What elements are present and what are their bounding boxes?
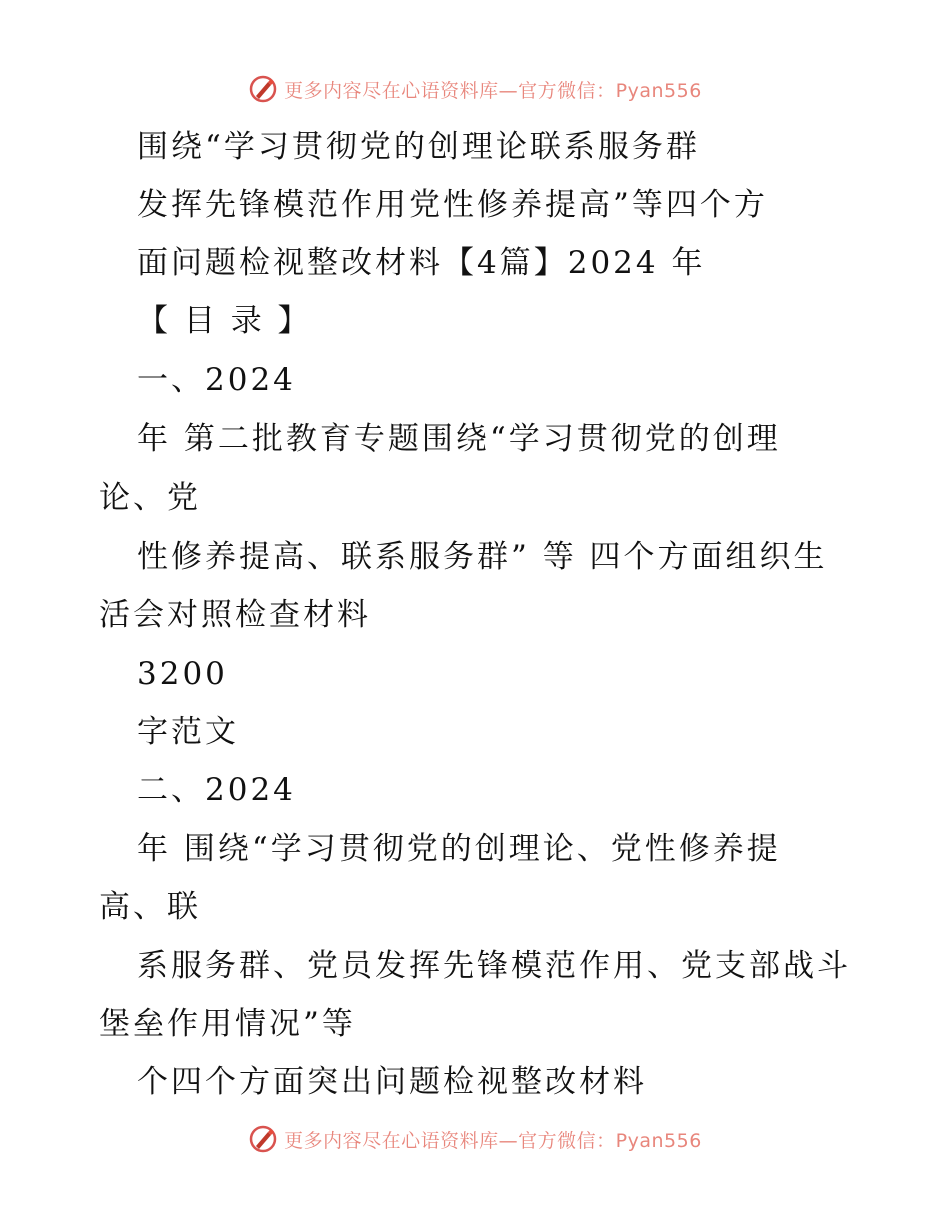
watermark-text: 更多内容尽在心语资料库—官方微信：Pyan556	[284, 79, 702, 102]
pen-seal-icon	[248, 74, 278, 104]
watermark-text: 更多内容尽在心语资料库—官方微信：Pyan556	[284, 1129, 702, 1152]
toc-item-2-line-4: 堡垒作用情况”等	[99, 1006, 356, 1042]
title-line-3: 面问题检视整改材料【4篇】2024 年	[137, 245, 706, 281]
toc-item-1-number: 一、2024	[137, 362, 296, 398]
toc-item-1-line-6: 字范文	[137, 714, 239, 750]
toc-item-2-line-2: 高、联	[99, 889, 201, 925]
toc-item-1-line-2: 论、党	[99, 480, 201, 516]
toc-item-1-line-1: 年 第二批教育专题围绕“学习贯彻党的创理	[137, 421, 781, 457]
toc-item-1-line-4: 活会对照检查材料	[99, 597, 371, 633]
toc-item-1-line-3: 性修养提高、联系服务群” 等 四个方面组织生	[137, 539, 828, 575]
watermark-footer	[0, 1122, 950, 1156]
toc-item-1-line-5: 3200	[137, 656, 228, 692]
watermark-header	[0, 72, 950, 106]
title-line-2: 发挥先锋模范作用党性修养提高”等四个方	[137, 187, 768, 223]
title-line-1: 围绕“学习贯彻党的创理论联系服务群	[137, 129, 700, 165]
toc-heading: 【 目 录 】	[137, 303, 312, 339]
toc-item-2-line-1: 年 围绕“学习贯彻党的创理论、党性修养提	[137, 831, 781, 867]
toc-item-2-line-5: 个四个方面突出问题检视整改材料	[137, 1064, 647, 1100]
pen-seal-icon	[248, 1124, 278, 1154]
toc-item-2-line-3: 系服务群、党员发挥先锋模范作用、党支部战斗	[137, 948, 851, 984]
toc-item-2-number: 二、2024	[137, 772, 296, 808]
